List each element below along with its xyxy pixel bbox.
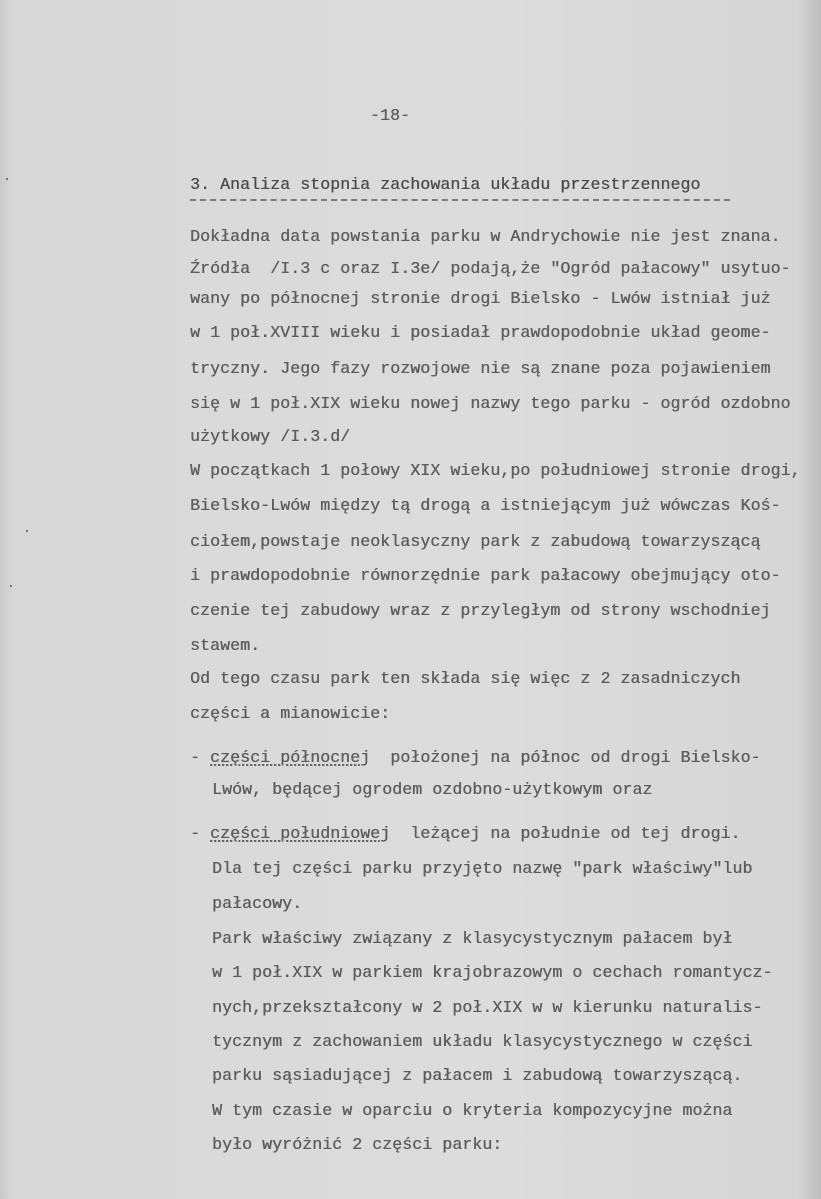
list-continuation: Lwów, będącej ogrodem ozdobno-użytkowym oraz xyxy=(212,780,653,799)
page-number: -18- xyxy=(370,106,411,125)
paragraph-line: w 1 poł.XVIII wieku i posiadał prawdopodobnie układ geome- xyxy=(190,323,771,342)
list-bullet: - xyxy=(190,824,211,843)
paragraph-line: części a mianowicie: xyxy=(190,704,391,723)
paragraph-line: ciołem,powstaje neoklasyczny park z zabudową towarzyszącą xyxy=(190,532,761,551)
list-continuation: Dla tej części parku przyjęto nazwę "park właściwy"lub xyxy=(212,859,753,878)
list-term: części północnej xyxy=(210,748,371,767)
paragraph-line: nych,przekształcony w 2 poł.XIX w w kierunku naturalis- xyxy=(212,998,763,1017)
paragraph-line: i prawdopodobnie równorzędnie park pałacowy obejmujący oto- xyxy=(190,566,781,585)
list-item-south xyxy=(190,824,740,844)
paragraph-line: W tym czasie w oparciu o kryteria kompozycyjne można xyxy=(212,1101,733,1120)
list-item-north xyxy=(190,748,760,768)
paragraph-line: Od tego czasu park ten składa się więc z 2 zasadniczych xyxy=(190,669,741,688)
paragraph-line: W początkach 1 połowy XIX wieku,po południowej stronie drogi, xyxy=(190,461,801,480)
paragraph-line: użytkowy /I.3.d/ xyxy=(190,427,351,446)
paper-speck xyxy=(10,585,12,587)
paragraph-line: parku sąsiadującej z pałacem i zabudową towarzyszącą. xyxy=(212,1066,743,1085)
paragraph-line: stawem. xyxy=(190,636,261,655)
paragraph-line: Bielsko-Lwów między tą drogą a istniejącym już wówczas Koś- xyxy=(190,496,781,515)
list-term: części południowej xyxy=(210,824,391,843)
section-heading: 3. Analiza stopnia zachowania układu przestrzennego xyxy=(190,175,701,194)
list-continuation: pałacowy. xyxy=(212,894,303,913)
paragraph-line: było wyróżnić 2 części parku: xyxy=(212,1135,503,1154)
list-bullet: - xyxy=(190,748,211,767)
paragraph-line: w 1 poł.XIX w parkiem krajobrazowym o cechach romantycz- xyxy=(212,963,773,982)
paragraph-line: tryczny. Jego fazy rozwojowe nie są znane poza pojawieniem xyxy=(190,359,771,378)
paragraph-line: się w 1 poł.XIX wieku nowej nazwy tego parku - ogród ozdobno xyxy=(190,394,791,413)
list-text: położonej na północ od drogi Bielsko- xyxy=(370,748,761,767)
paragraph-line: tycznym z zachowaniem układu klasycystycznego w części xyxy=(212,1032,753,1051)
list-text: leżącej na południe od tej drogi. xyxy=(390,824,741,843)
paper-speck xyxy=(26,530,28,532)
paragraph-line: Dokładna data powstania parku w Andrychowie nie jest znana. xyxy=(190,227,781,246)
paragraph-line: Źródła /I.3 c oraz I.3e/ podają,że "Ogród pałacowy" usytuo- xyxy=(190,259,791,278)
paragraph-line: czenie tej zabudowy wraz z przyległym od strony wschodniej xyxy=(190,601,771,620)
paragraph-line: wany po północnej stronie drogi Bielsko - Lwów istniał już xyxy=(190,289,771,308)
heading-dashed-underline xyxy=(190,199,730,201)
paragraph-line: Park właściwy związany z klasycystycznym pałacem był xyxy=(212,929,733,948)
paper-speck xyxy=(6,178,8,180)
